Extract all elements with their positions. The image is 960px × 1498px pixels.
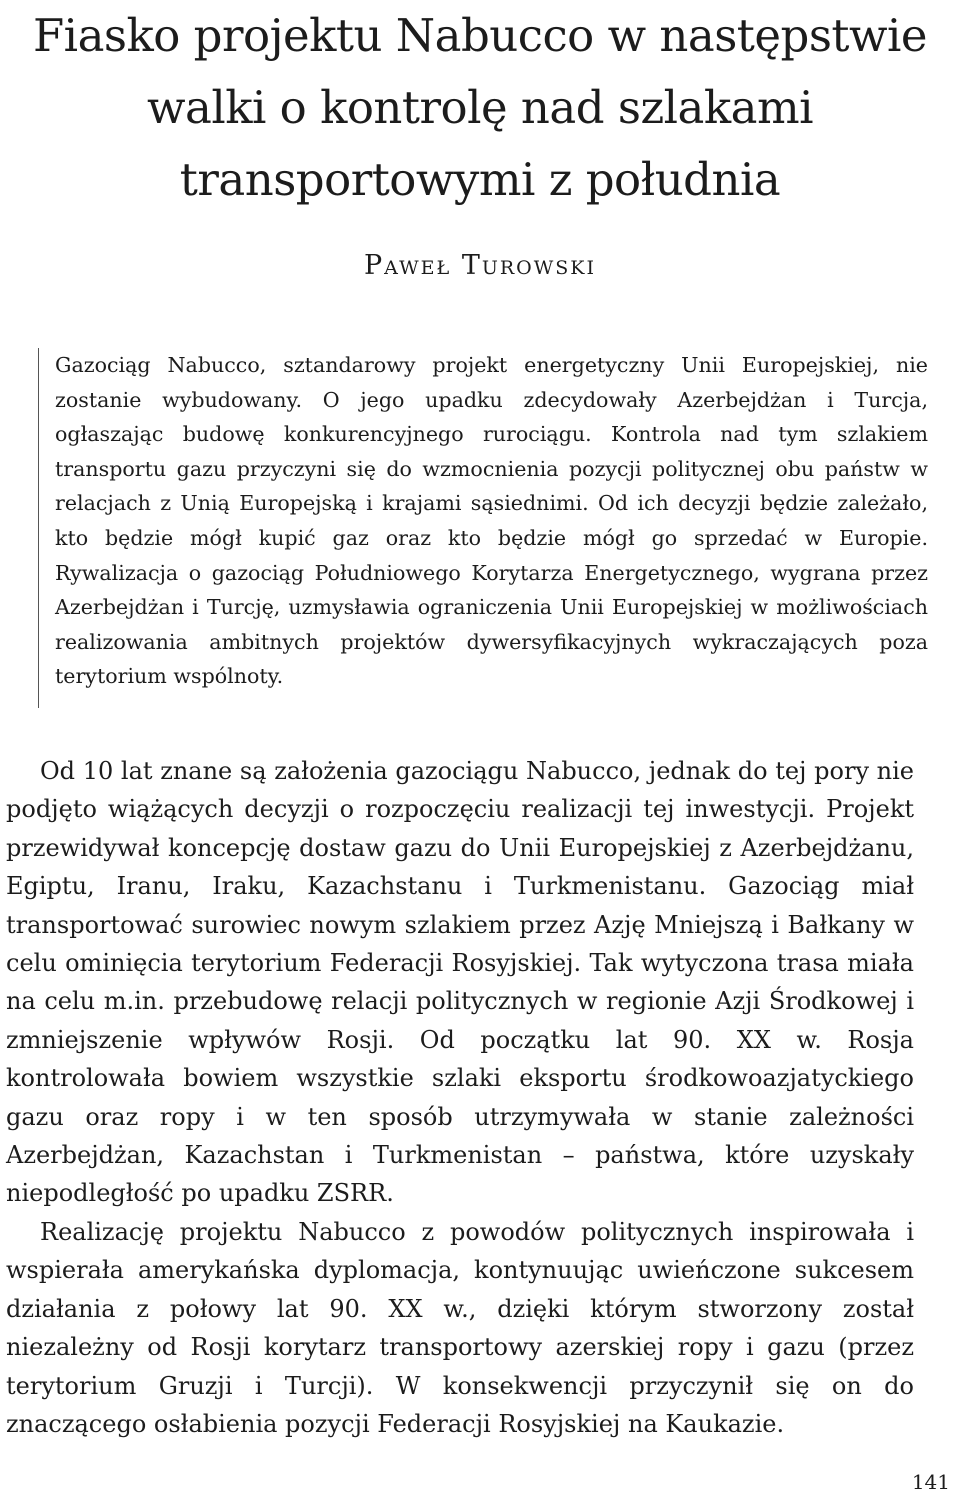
author-name: Paweł Turowski	[364, 250, 596, 281]
title-line-3: transportowymi z południa	[179, 153, 781, 206]
title-line-1: Fiasko projektu Nabucco w następstwie	[32, 9, 928, 62]
article-title	[0, 0, 960, 216]
title-line-2: walki o kontrolę nad szlakami	[146, 81, 814, 134]
abstract	[38, 348, 928, 708]
body-text	[6, 752, 914, 1443]
page-number: 141	[911, 1470, 950, 1494]
paragraph-2: Realizację projektu Nabucco z powodów politycznych inspirowała i wspierała amerykańska dyplomacja, kontynuując uwieńczone sukcesem działania z połowy lat 90. XX w., dzięki którym stworzony został niezależny od Rosji korytarz transportowy azerskiej ropy i gazu (przez terytorium Gruzji i Turcji). W konsekwencji przyczynił się on do znaczącego osłabienia pozycji Federacji Rosyjskiej na Kaukazie.	[6, 1217, 914, 1438]
abstract-text: Gazociąg Nabucco, sztandarowy projekt energetyczny Unii Europejskiej, nie zostanie wybudowany. O jego upadku zdecydowały Azerbejdżan i Turcja, ogłaszając budowę konkurencyjnego rurociągu. Kontrola nad tym szlakiem transportu gazu przyczyni się do wzmocnienia pozycji politycznej obu państw w relacjach z Unią Europejską i krajami sąsiednimi. Od ich decyzji będzie zależało, kto będzie mógł kupić gaz oraz kto będzie mógł go sprzedać w Europie. Rywalizacja o gazociąg Południowego Korytarza Energetycznego, wygrana przez Azerbejdżan i Turcję, uzmysławia ograniczenia Unii Europejskiej w możliwościach realizowania ambitnych projektów dywersyfikacyjnych wykraczających poza terytorium wspólnoty.	[55, 353, 928, 689]
paragraph-1: Od 10 lat znane są założenia gazociągu Nabucco, jednak do tej pory nie podjęto wiążących decyzji o rozpoczęciu realizacji tej inwestycji. Projekt przewidywał koncepcję dostaw gazu do Unii Europejskiej z Azerbejdżanu, Egiptu, Iranu, Iraku, Kazachstanu i Turkmenistanu. Gazociąg miał transportować surowiec nowym szlakiem przez Azję Mniejszą i Bałkany w celu ominięcia terytorium Federacji Rosyjskiej. Tak wytyczona trasa miała na celu m.in. przebudowę relacji politycznych w regionie Azji Środkowej i zmniejszenie wpływów Rosji. Od początku lat 90. XX w. Rosja kontrolowała bowiem wszystkie szlaki eksportu środkowoazjatyckiego gazu oraz ropy i w ten sposób utrzymywała w stanie zależności Azerbejdżan, Kazachstan i Turkmenistan – państwa, które uzyskały niepodległość po upadku ZSRR.	[6, 757, 914, 1208]
